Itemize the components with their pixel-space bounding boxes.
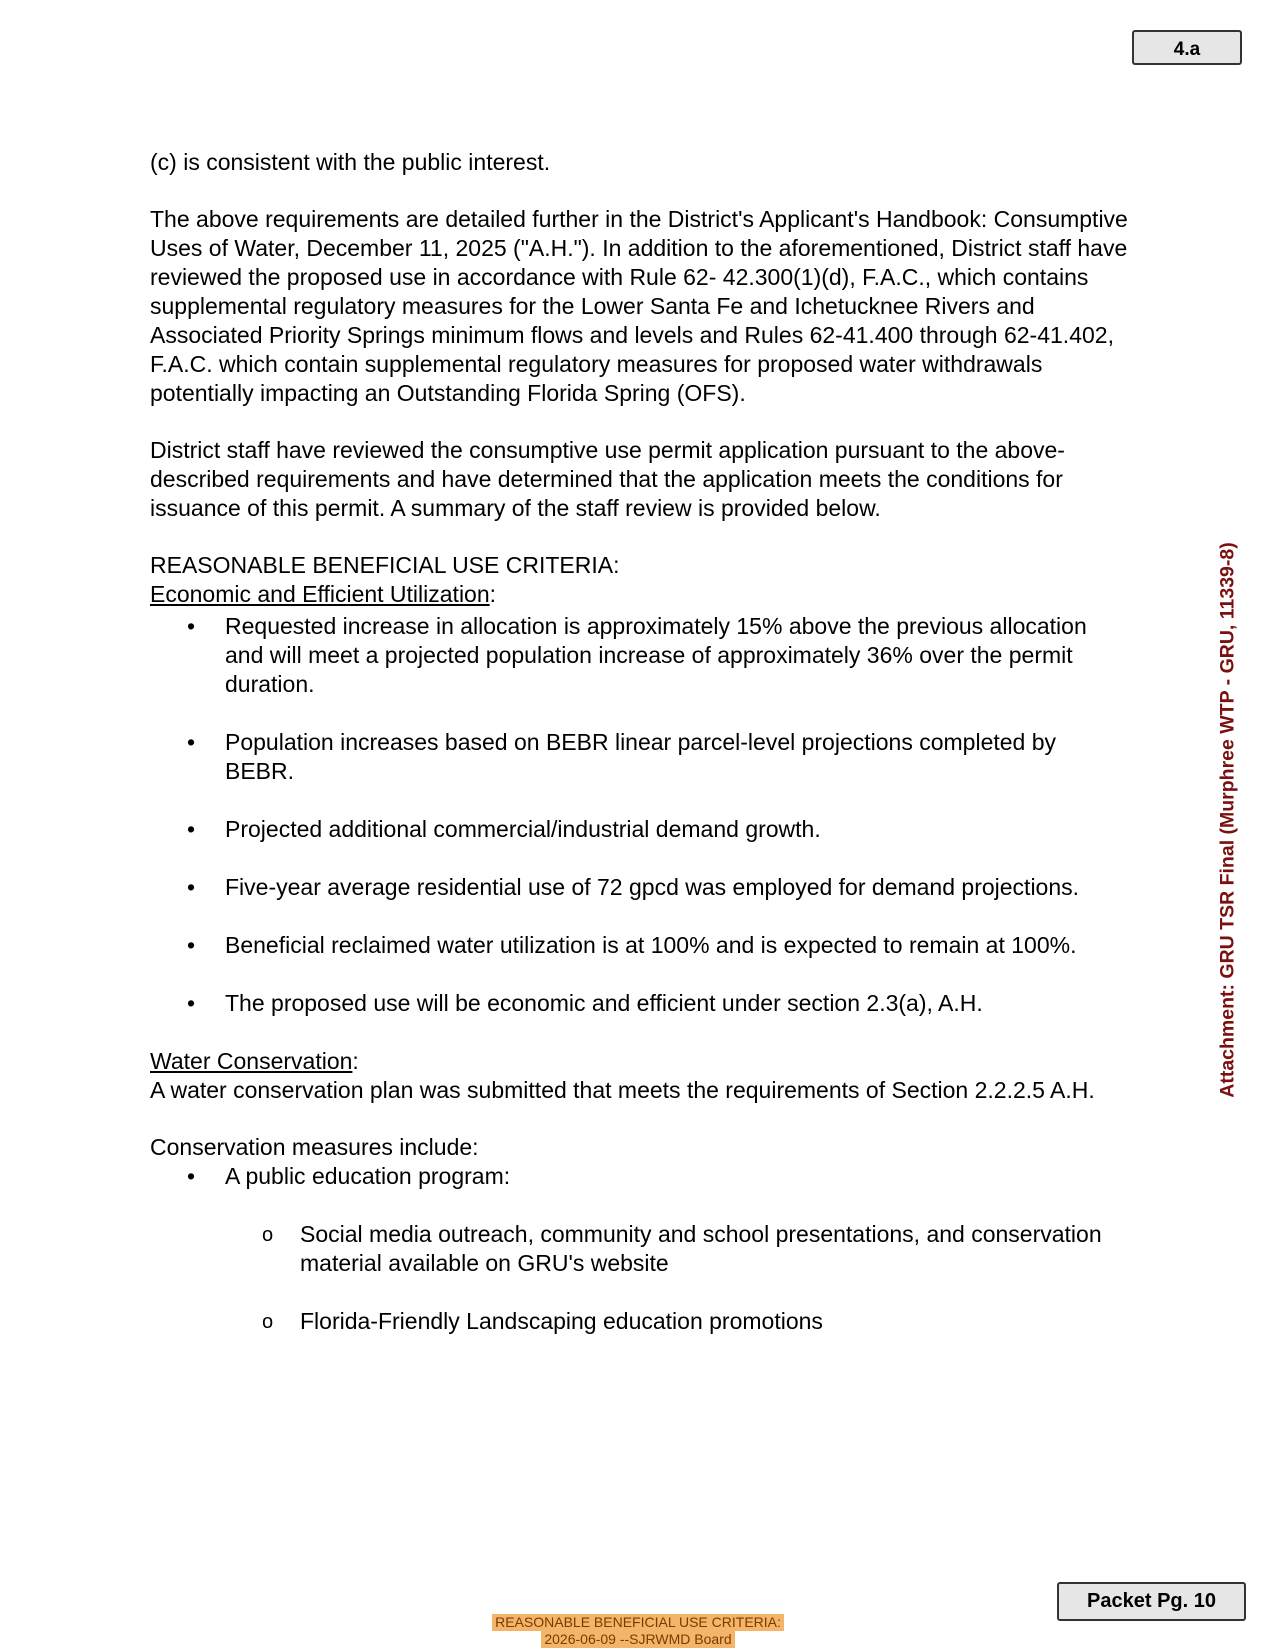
list-item: • Projected additional commercial/industrial demand growth. bbox=[150, 815, 1130, 844]
econ-bullet-list bbox=[150, 612, 1130, 1018]
footer-stamp bbox=[481, 1614, 795, 1648]
sub-list-item: o Florida-Friendly Landscaping education promotions bbox=[150, 1307, 1130, 1336]
measures-sub-list bbox=[150, 1220, 1130, 1336]
paragraph-public-interest: (c) is consistent with the public interest. bbox=[150, 149, 551, 175]
sub-list-item: o Social media outreach, community and school presentations, and conservation material available on GRU's website bbox=[150, 1220, 1130, 1278]
footer-stamp-line2: 2026-06-09 --SJRWMD Board bbox=[541, 1631, 734, 1648]
list-item: • Five-year average residential use of 72 gpcd was employed for demand projections. bbox=[150, 873, 1130, 902]
econ-heading: Economic and Efficient Utilization bbox=[150, 581, 490, 607]
list-item: • Population increases based on BEBR linear parcel-level projections completed by BEBR. bbox=[150, 728, 1130, 786]
list-item: • The proposed use will be economic and efficient under section 2.3(a), A.H. bbox=[150, 989, 1130, 1018]
econ-heading-line: Economic and Efficient Utilization: bbox=[150, 581, 497, 607]
packet-page-badge: Packet Pg. 10 bbox=[1057, 1582, 1246, 1621]
measures-bullet-list bbox=[150, 1162, 1130, 1191]
list-item: • A public education program: bbox=[150, 1162, 1130, 1191]
list-item: • Requested increase in allocation is approximately 15% above the previous allocation and will meet a projected population increase of approximately 36% over the permit duration. bbox=[150, 612, 1130, 699]
paragraph-conservation-plan: A water conservation plan was submitted that meets the requirements of Section 2.2.2.5 A.H. bbox=[150, 1077, 1095, 1103]
conservation-heading: Water Conservation bbox=[150, 1048, 353, 1074]
agenda-item-badge: 4.a bbox=[1132, 30, 1242, 65]
list-item: • Beneficial reclaimed water utilization is at 100% and is expected to remain at 100%. bbox=[150, 931, 1130, 960]
footer-stamp-line1: REASONABLE BENEFICIAL USE CRITERIA: bbox=[492, 1614, 784, 1631]
paragraph-requirements: The above requirements are detailed further in the District's Applicant's Handbook: Consumptive Uses of Water, December 11, 2025 ("A.H."). In addition to the aforementioned, District staff have reviewed the proposed use in accordance with Rule 62- 42.300(1)(d), F.A.C., which contains supplemental regulatory measures for the Lower Santa Fe and Ichetucknee Rivers and Associated Priority Springs minimum flows and levels and Rules 62-41.400 through 62-41.402, F.A.C. which contain supplemental regulatory measures for proposed water withdrawals potentially impacting an Outstanding Florida Spring (OFS). bbox=[150, 206, 1128, 406]
section-heading: REASONABLE BENEFICIAL USE CRITERIA: bbox=[150, 552, 620, 578]
paragraph-staff-review: District staff have reviewed the consumptive use permit application pursuant to the above-described requirements and have determined that the application meets the conditions for issuance of this permit. A summary of the staff review is provided below. bbox=[150, 437, 1065, 521]
conservation-heading-line: Water Conservation: bbox=[150, 1048, 359, 1074]
document-body bbox=[150, 148, 1130, 1365]
attachment-label: Attachment: GRU TSR Final (Murphree WTP - GRU, 11339-8) bbox=[1216, 542, 1239, 1098]
measures-intro: Conservation measures include: bbox=[150, 1134, 479, 1160]
